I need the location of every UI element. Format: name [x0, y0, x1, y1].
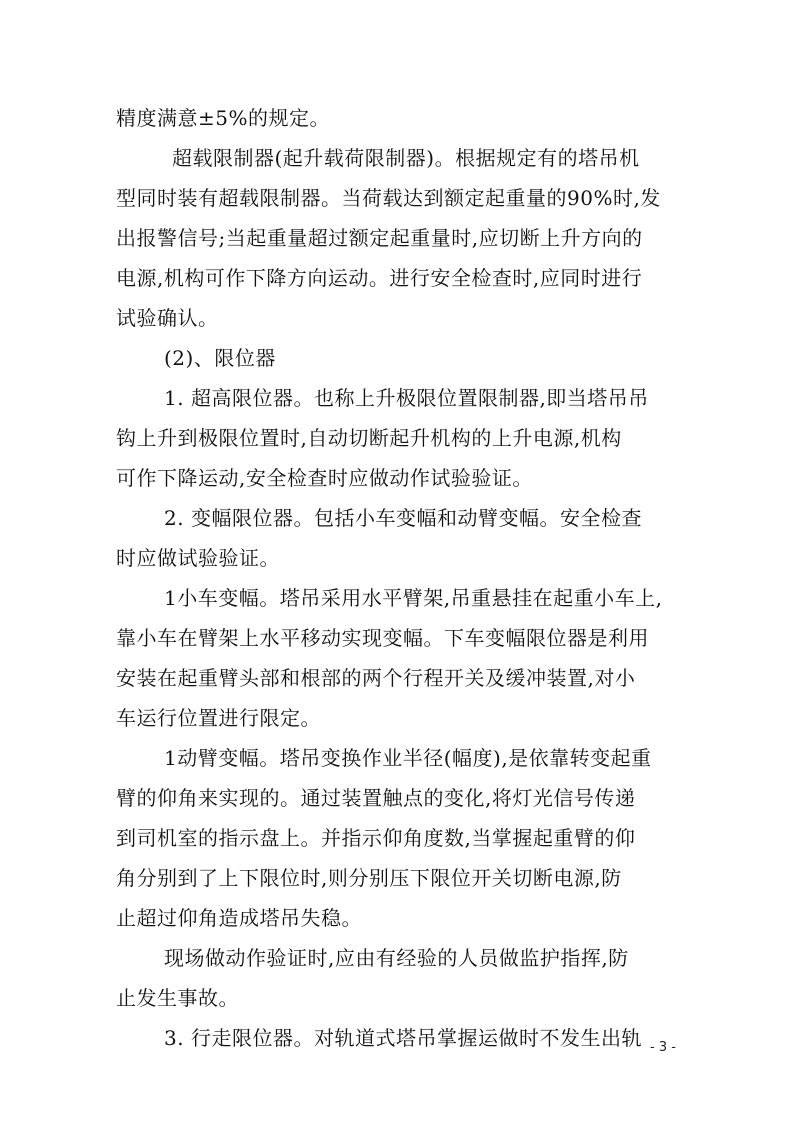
- text-line: 车运行位置进行限定。: [116, 706, 321, 730]
- text-line: 试验确认。: [116, 306, 219, 330]
- text-line: 出报警信号;当起重量超过额定起重量时,应切断上升方向的: [116, 226, 643, 250]
- text-line: 安装在起重臂头部和根部的两个行程开关及缓冲装置,对小: [116, 666, 636, 690]
- text-line: 1动臂变幅。塔吊变换作业半径(幅度),是依靠转变起重: [164, 746, 652, 770]
- page-number: - 3 -: [650, 1040, 676, 1055]
- text-line: 1小车变幅。塔吊采用水平臂架,吊重悬挂在起重小车上,: [164, 586, 663, 610]
- text-line: 止超过仰角造成塔吊失稳。: [116, 906, 362, 930]
- text-line: 时应做试验验证。: [116, 546, 280, 570]
- text-line: (2)、限位器: [164, 346, 276, 370]
- text-line: 现场做动作验证时,应由有经验的人员做监护指挥,防: [164, 946, 629, 970]
- text-line: 到司机室的指示盘上。并指示仰角度数,当掌握起重臂的仰: [116, 826, 636, 850]
- document-body: [116, 98, 676, 1058]
- text-line: 1. 超高限位器。也称上升极限位置限制器,即当塔吊吊: [164, 386, 649, 410]
- text-line: 止发生事故。: [116, 986, 239, 1010]
- text-line: 角分别到了上下限位时,则分别压下限位开关切断电源,防: [116, 866, 622, 890]
- text-line: 臂的仰角来实现的。通过装置触点的变化,将灯光信号传递: [116, 786, 636, 810]
- text-line: 靠小车在臂架上水平移动实现变幅。下车变幅限位器是利用: [116, 626, 649, 650]
- text-line: 超载限制器(起升载荷限制器)。根据规定有的塔吊机: [172, 146, 640, 170]
- text-line: 型同时装有超载限制器。当荷载达到额定起重量的90%时,发: [116, 186, 661, 210]
- text-line: 精度满意±5%的规定。: [116, 106, 330, 130]
- text-line: 3. 行走限位器。对轨道式塔吊掌握运做时不发生出轨: [164, 1026, 642, 1050]
- text-line: 可作下降运动,安全检查时应做动作试验验证。: [116, 466, 533, 490]
- text-line: 钩上升到极限位置时,自动切断起升机构的上升电源,机构: [116, 426, 622, 450]
- text-line: 2. 变幅限位器。包括小车变幅和动臂变幅。安全检查: [164, 506, 642, 530]
- text-line: 电源,机构可作下降方向运动。进行安全检查时,应同时进行: [116, 266, 643, 290]
